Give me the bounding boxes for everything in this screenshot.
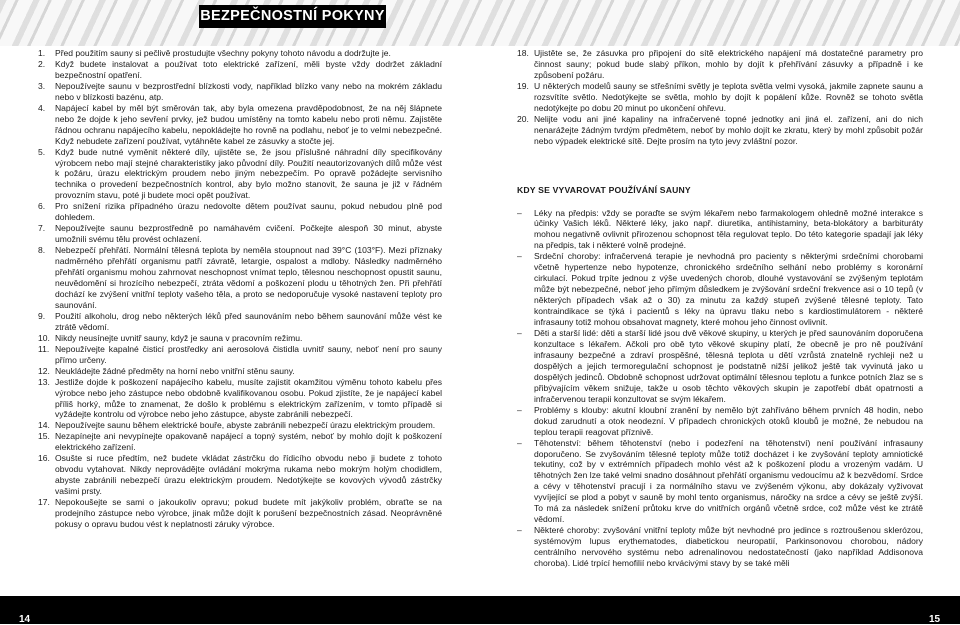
item-text: Nebezpečí přehřátí. Normální tělesná teplota by neměla stoupnout nad 39°C (103°F). Mezi příznaky nadměrného přehřátí organismu patří závratě, letargie, ospalost a mdloby. Následky nadměrného přehřátí organismu mohou zahrnovat neschopnost vnímat teplo, tělesnou neschopnost opustit saunu, neuvědomění si hrozícího nebezpečí, ztráta vědomí a poškození plodu u těhotných žen. Při přehřátí dochází ke zvýšení vnitřní teploty vašeho těla, a proto se nedoporučuje vysoké nastavení teploty pro saunování.	[55, 245, 442, 310]
item-text: Problémy s klouby: akutní kloubní zranění by nemělo být zahříváno během prvních 48 hodin, nebo dokud zarudnutí a otok neodezní. V případech chronických otoků kloubů je možné, že nebudou na teplou terapii reagovat příznivě.	[534, 404, 923, 437]
item-number: 13.	[38, 376, 50, 387]
item-text: Srdeční choroby: infračervená terapie je nevhodná pro pacienty s některými srdečními chorobami včetně hypertenze nebo hypotenze, chronického srdečního selhání nebo problémy s koronární cirkulací. Pokud trpíte jednou z výše uvedených chorob, dlouhé vystavování se zvýšeným teplotám může být nebezpečné, neboť jeho přímým důsledkem je zvýšování srdeční frekvence asi o 10 tepů (v některých případech však až o 30) za minutu za každý stupeň zvýšené tělesné teploty. Tato kontraindikace se týká i pacientů s léky na úpravu tlaku nebo s kardiostimulátorem - některé infrasauny totiž mohou obsahovat magnety, které mohou jeho činnost ovlivnit.	[534, 251, 923, 328]
left-column	[38, 48, 442, 530]
item-number: 1.	[38, 48, 46, 58]
item-text: Osušte si ruce předtím, než budete vkládat zástrčku do řídicího obvodu nebo ji budete z tohoto obvodu vytahovat. Nikdy neprovádějte ovládání mokrýma rukama nebo mokrým holým chodidlem, abyste zabránili nebezpečí úrazu elektrickým proudem. Nedotýkejte se kovových vývodů zástrčky vašimi prsty.	[55, 453, 442, 497]
safety-instructions-list	[38, 48, 442, 530]
list-item	[38, 431, 442, 453]
item-number: 6.	[38, 201, 46, 212]
item-text: Ujistěte se, že zásuvka pro připojení do sítě elektrického napájení má dostatečné parametry pro činnost sauny; pokud bude slabý příkon, mohlo by dojít k přehřívání zásuvky a případně i ke způsobení požáru.	[534, 48, 923, 80]
item-number: 17.	[38, 497, 50, 508]
item-number: 12.	[38, 365, 50, 376]
dash-bullet: –	[517, 207, 522, 218]
list-item	[517, 438, 923, 526]
decorative-header-stripes	[0, 0, 960, 46]
item-text: Nelijte vodu ani jiné kapaliny na infračervené topné jednotky ani jiná el. zařízení, ani do nich nenarážejte žádným tvrdým předmětem, neboť by mohlo dojít ke zkratu, který by mohl způsobit požár nebo výpadek elektrické sítě. Dejte prosím na tyto jevy zvláštní pozor.	[534, 113, 923, 146]
list-item	[517, 208, 923, 252]
list-item	[517, 525, 923, 569]
item-text: Děti a starší lidé: děti a starší lidé jsou dvě věkové skupiny, u kterých je před saunováním doporučena konzultace s lékařem. Ačkoli pro obě tyto věkové skupiny platí, že obecně je pro ně používání infrasauny bezpečné a zdraví prospěšné, tělesná teplota u dětí vzrůstá znatelně rychleji než u dospělých a jejich termoregulační schopnost je podstatně nižší jelikož ještě tak vyvinutá jako u dospělých jedinců. Obdobně schopnost udržovat optimální tělesnou teplotu a funkce potních žlaz se s přibývajícím věkem snižuje, takže u osob těchto věkových skupin je zapotřebí dbát opatrnosti a infračervenou terapii konzultovat se svým lékařem.	[534, 328, 923, 404]
list-item	[38, 366, 442, 377]
list-item	[517, 114, 923, 147]
dash-bullet: –	[517, 328, 522, 339]
list-item	[38, 223, 442, 245]
item-text: Když budete instalovat a používat toto elektrické zařízení, měli byste vždy dodržet základní bezpečnostní opatření.	[55, 58, 442, 80]
item-number: 15.	[38, 431, 50, 442]
item-text: Nepoužívejte saunu v bezprostřední blízkosti vody, například blízko vany nebo na mokrém základu nebo v blízkosti bazénu, atp.	[55, 80, 442, 102]
item-text: Těhotenství: během těhotenství (nebo i podezření na těhotenství) není používání infrasauny doporučeno. Se zvyšováním tělesné teploty může totiž docházet i ke zvyšování teploty amniotické tekutiny, což by v extrémních případech mohlo vést až k poškození plodu a vrozeným vadám. U těhotných žen lze také velmi snadno dosáhnout přehřátí organismu vedoucímu až k bezvědomí. Srdce a cévy v těhotenství pracují i za normálního stavu ve zvýšeném výkonu, aby dokázaly vyživovat vyvíjející se plod a pobyt v sauně by mohl tento organismus, náročky na srdce a cévy se ještě zvýší. To má za následek snížení průtoku krve do vnitřních orgánů včetně srdce, což může vést ke ztrátě vědomí.	[534, 437, 923, 525]
list-item	[517, 328, 923, 405]
item-number: 2.	[38, 58, 46, 69]
item-number: 18.	[517, 48, 529, 58]
item-text: Jestliže dojde k poškození napájecího kabelu, musíte zajistit okamžitou výměnu tohoto kabelu přes výrobce nebo jeho zástupce nebo obdobně kvalifikovanou osobu. Pokud zjistíte, že je napájecí kabel příliš horký, může to znamenat, že došlo k problému s elektrickým zařízením, v tomto případě si vyžádejte kontrolu od výrobce nebo jeho zástupce, abyste zabránili nebezpečí.	[55, 376, 442, 420]
list-item	[38, 81, 442, 103]
item-text: U některých modelů sauny se střešními světly je teplota světla velmi vysoká, jakmile zapnete saunu a rozsvítíte světlo. Nedotýkejte se světla, mohlo by dojít k popálení kůže. Rovněž se tohoto světla nedotýkejte po dobu 20 minut po ukončení ohřevu.	[534, 80, 923, 113]
list-item	[38, 48, 442, 59]
item-number: 16.	[38, 453, 50, 464]
item-text: Napájecí kabel by měl být směrován tak, aby byla omezena pravděpodobnost, že na něj šlápnete nebo že dojde k jeho sevření prvky, jež budou umístěny na tomto kabelu nebo proti němu. Zajistěte řádnou ochranu napájecího kabelu, nepokládejte ho rovně na podlahu, neboť je to velmi nebezpečné. Když nebudete zařízení používat, vytáhněte kabel ze zásuvky a stočte jej.	[55, 102, 442, 146]
item-number: 9.	[38, 310, 46, 321]
page-number-left: 14	[19, 614, 31, 625]
item-number: 5.	[38, 146, 46, 157]
item-number: 7.	[38, 223, 46, 234]
item-text: Některé choroby: zvyšování vnitřní teploty může být nevhodné pro jedince s roztroušenou sklerózou, systémovým lupus erythematodes, diabetickou neuropatií, Parkinsonovou chorobou, nádory centrálního nervového systému nebo adrenalinovou nedostatečností (jako například Addisonova choroba). Lidé trpící hemofilií nebo krvácivými stavy by se také měli	[534, 525, 923, 569]
item-number: 19.	[517, 80, 529, 91]
item-text: Použití alkoholu, drog nebo některých léků před saunováním nebo během saunování může vést ke ztrátě vědomí.	[55, 310, 442, 332]
item-number: 14.	[38, 420, 50, 431]
safety-instructions-list-continued	[517, 48, 923, 147]
list-item	[38, 377, 442, 421]
item-text: Když bude nutné vyměnit některé díly, ujistěte se, že jsou příslušné náhradní díly specifikovány výrobcem nebo mají stejné charakteristiky jako původní díly. Použití neautorizovaných dílů může vést k požáru, úrazu elektrickým proudem nebo jiným nebezpečím. Po opravě požádejte servisního technika o provedení bezpečnostních kontrol, aby bylo možno stanovit, že sauna je již v řádném provozním stavu, poté ji budete moci opět používat.	[55, 146, 442, 201]
contraindications-list	[517, 208, 923, 569]
section-heading: KDY SE VYVAROVAT POUŽÍVÁNÍ SAUNY	[517, 184, 691, 195]
dash-bullet: –	[517, 525, 522, 536]
item-text: Nikdy neusínejte uvnitř sauny, když je sauna v pracovním režimu.	[55, 332, 303, 343]
item-text: Nepoužívejte saunu bezprostředně po namáhavém cvičení. Počkejte alespoň 30 minut, abyste umožnili svému tělu provést ochlazení.	[55, 223, 442, 245]
item-text: Nepoužívejte kapalné čisticí prostředky ani aerosolová čistidla uvnitř sauny, neboť není pro sauny přímo určeny.	[55, 343, 442, 365]
list-item	[517, 251, 923, 328]
item-text: Nepoužívejte saunu během elektrické bouře, abyste zabránili nebezpečí úrazu elektrickým proudem.	[55, 420, 436, 431]
list-item	[517, 81, 923, 114]
list-item	[38, 201, 442, 223]
item-text: Nepokoušejte se sami o jakoukoliv opravu; pokud budete mít jakýkoliv problém, obraťte se na prodejního zástupce nebo výrobce, jinak může dojít k porušení bezpečnostních zásad. Neoprávněné pokusy o opravu budou vést k neplatnosti záruky výrobce.	[55, 497, 442, 529]
list-item	[38, 453, 442, 497]
dash-bullet: –	[517, 404, 522, 415]
item-text: Neukládejte žádné předměty na horní nebo vnitřní stěnu sauny.	[55, 365, 295, 376]
list-item	[38, 344, 442, 366]
item-text: Před použitím sauny si pečlivě prostudujte všechny pokyny tohoto návodu a dodržujte je.	[55, 48, 391, 58]
item-text: Léky na předpis: vždy se poraďte se svým lékařem nebo farmakologem ohledně možné interakce s účinky Vašich léků. Některé léky, jako např. diuretika, antihistaminy, beta-blokátory a barbituráty mohou negativně ovlivnit přirozenou schopnost těla regulovat teplo. Do této kategorie spadají jak léky na předpis, tak i některé volně prodejné.	[534, 207, 923, 251]
dash-bullet: –	[517, 251, 522, 262]
item-text: Pro snížení rizika případného úrazu nedovolte dětem používat saunu, pokud nebudou plně pod dohledem.	[55, 201, 442, 223]
list-item	[517, 48, 923, 81]
list-item	[38, 147, 442, 202]
footer-bar	[0, 596, 960, 624]
item-number: 3.	[38, 80, 46, 91]
list-item	[38, 103, 442, 147]
list-item	[517, 405, 923, 438]
list-item	[38, 420, 442, 431]
list-item	[38, 59, 442, 81]
item-number: 8.	[38, 245, 46, 256]
list-item	[38, 311, 442, 333]
list-item	[38, 333, 442, 344]
item-number: 4.	[38, 102, 46, 113]
page-number-right: 15	[929, 614, 941, 625]
item-text: Nezapínejte ani nevypínejte opakovaně napájecí a topný systém, neboť by mohlo dojít k poškození elektrického zařízení.	[55, 431, 442, 453]
item-number: 10.	[38, 332, 50, 343]
dash-bullet: –	[517, 437, 522, 448]
list-item	[38, 245, 442, 311]
right-column	[517, 48, 923, 569]
page-title: BEZPEČNOSTNÍ POKYNY	[199, 5, 386, 28]
item-number: 11.	[38, 343, 50, 354]
item-number: 20.	[517, 113, 529, 124]
list-item	[38, 497, 442, 530]
